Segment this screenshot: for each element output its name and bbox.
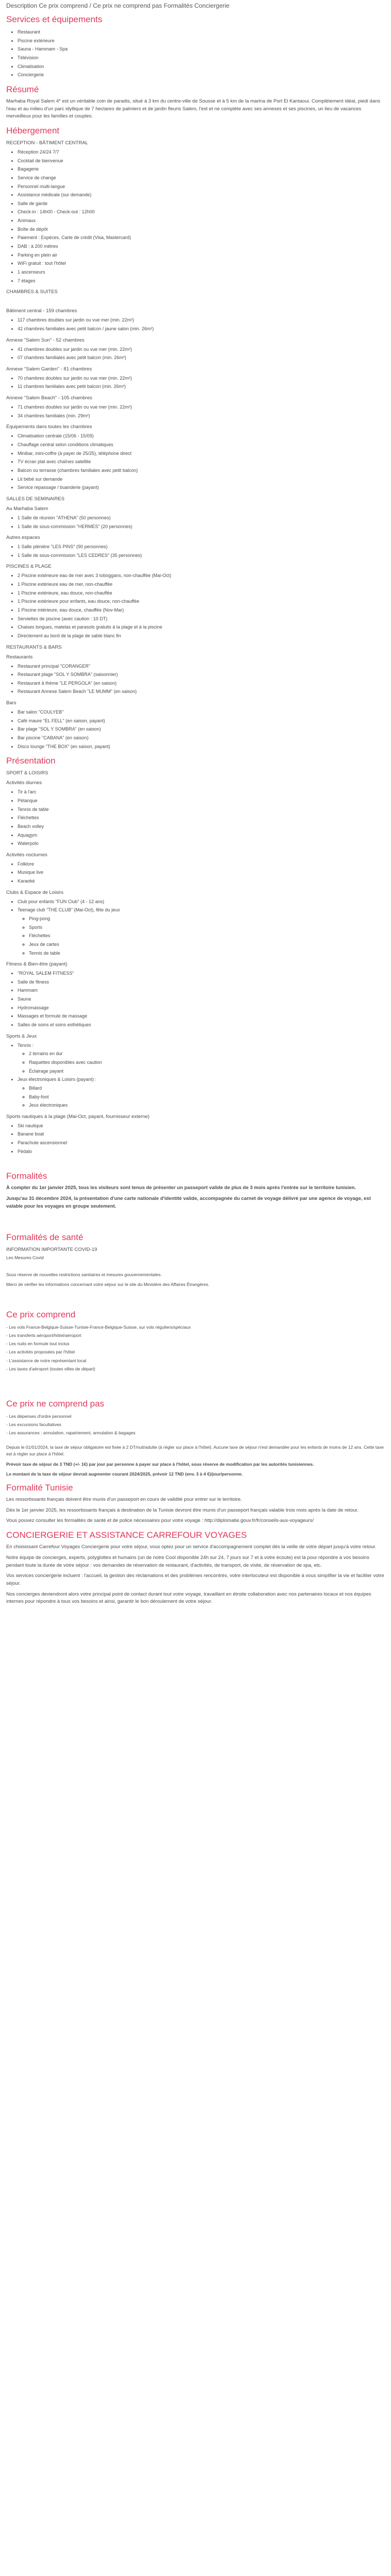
restos-title: RESTAURANTS & BARS [6,644,62,650]
reception-title: RECEPTION - BÂTIMENT CENTRAL [6,140,88,146]
list-item: • Minibar, mini-coffre (à payer de 25/25), téléphone direct [18,449,385,458]
list-item: • Animaux [18,216,385,225]
formalites-p2: Jusqu'au 31 décembre 2024, la présentation d'une carte nationale d'identité valide, accompagnée du carnet de voyage délivré par une agence de voyage, est valable pour les voyages en groupe seulement. [6,1196,371,1209]
list-item: • Waterpolo [18,839,385,848]
list-item: ◦ Baby-foot [29,1093,385,1101]
ne-comprend-title: Ce prix ne comprend pas [6,1398,104,1409]
list-item: • DAB : à 200 mètres [18,242,385,251]
list-item: • 1 ascenseurs [18,268,385,277]
presentation-title: Présentation [6,756,56,766]
batiment-list [6,316,385,333]
list-item: • 1 Piscine extérieure pour enfants, eau douce, non-chauffée [18,597,385,606]
list-item: • Beach volley [18,822,385,831]
list-item: - Les vols France-Belgique-Suisse-Tunisie-France-Belgique-Suisse, sur vols réguliers/spéciaux [6,1325,191,1330]
reception-list [6,148,385,285]
list-item: • 1 Salle plénière "LES PINS" (90 personnes) [18,543,385,551]
list-item: • 117 chambres doubles sur jardin ou vue mer (min. 22m²) [18,316,385,325]
list-item: • WiFi gratuit : tout l'hôtel [18,259,385,268]
list-item: • Karaoké [18,877,385,886]
clubs-list [6,897,385,957]
list-item: • Disco lounge "THE BOX" (en saison, payant) [18,742,385,751]
list-item: - Les taxes d'aéroport (toutes villes de départ) [6,1366,95,1371]
list-item: - Les transferts aéroport/hôtel/aéroport [6,1333,82,1338]
piscines-title: PISCINES & PLAGE [6,564,52,570]
fitness-list [6,969,385,1029]
list-item: • Pétanque [18,796,385,805]
jeux-list [18,1084,385,1110]
list-item: • Café maure "EL FELL" (en saison, payant) [18,717,385,725]
tunisie-p1: Les ressortissants français doivent être munis d'un passeport en cours de validité pour entrer sur le territoire. [6,1497,242,1502]
list-item: ◦ Jeux de cartes [29,940,385,949]
list-item: • Boîte de dépôt [18,225,385,234]
list-item: • Restaurant [18,28,385,37]
list-item: ◦ Éclairage payant [29,1067,385,1076]
sante-p1: Sous réserve de nouvelles restrictions sanitaires et mesures gouvernementales. [6,1272,162,1277]
nautiques-title: Sports nautiques à la plage (Mai-Oct, payant, fournisseur externe) [6,1113,150,1120]
seminaires-title: SALLES DE SEMINAIRES [6,496,64,502]
list-item: • Bar salon "COULYEB" [18,708,385,717]
list-item: • 34 chambres familiales (min. 29m²) [18,412,385,420]
autres-list [6,543,385,560]
list-item: • Salle de fitness [18,978,385,987]
sante-updated: Les Mesures Covid [6,1255,44,1260]
list-item: ◦ Sports [29,923,385,932]
list-item: • Climatisation [18,62,385,71]
sante-p2: Merci de vérifier les informations concernant votre séjour sur le site du Ministère des Affaires Étrangères. [6,1281,209,1287]
formalites-p1: À compter du 1er janvier 2025, tous les visiteurs sont tenus de présenter un passeport valide de plus de 3 mois après l'entrée sur le territoire tunisien. [6,1185,356,1191]
list-item: • Folklore [18,860,385,869]
activites-diurnes-list [6,788,385,848]
salem-beach-list [6,403,385,420]
list-item: • Salle de garde [18,199,385,208]
list-item: • 42 chambres familiales avec petit balcon / jaune salon (min. 26m²) [18,325,385,333]
list-item: • Restaurant principal "CORANGER" [18,662,385,671]
list-item: ◦ Jeux électroniques [29,1101,385,1110]
equipements-list [6,432,385,492]
services-title: Services et équipements [6,14,103,24]
clubs-sub-list [18,914,385,957]
list-item: • Restaurant plage "SOL Y SOMBRA" (saisonnier) [18,670,385,679]
activites-nocturnes-list [6,860,385,886]
ne-comprend-list [6,1412,385,1437]
list-item: • 1 Salle de réunion "ATHENA" (50 personnes) [18,514,385,522]
list-item: • Jeux électroniques & Loisirs (payant) : ◦ Billard ◦ Baby-foot ◦ Jeux électroniques [18,1075,385,1110]
salem-sub-list [6,514,385,531]
list-item: • Chauffage central selon conditions climatiques [18,440,385,449]
activites-diurnes-title: Activités diurnes [6,780,42,786]
list-item: • 71 chambres doubles sur jardin ou vue mer (min. 22m²) [18,403,385,412]
list-item: • Balcon ou terrasse (chambres familiales avec petit balcon) [18,466,385,475]
chambres-title: CHAMBRES & SUITES [6,289,58,295]
list-item: • Restaurant Annexe Salem Beach "LE MUMM" (en saison) [18,687,385,696]
salem-sub-title: Au Marhaba Salem [6,505,48,512]
list-item: • Hammam [18,986,385,995]
list-item: • 11 chambres familiales avec petit balcon (min. 26m²) [18,382,385,391]
tunisie-p3: Vous pouvez consulter les formalités de santé et de police nécessaires pour votre voyage : http://diplomatie.gouv.fr/fr/conseils-aux-voyageurs/ [6,1518,314,1524]
services-list [6,28,385,79]
bars-title: Bars [6,700,17,706]
restaurants-title: Restaurants [6,654,33,660]
tennis-list [18,1049,385,1075]
sports-title: Sports & Jeux [6,1033,37,1039]
conciergerie-p1: En choisissant Carrefour Voyages Conciergerie pour votre séjour, vous optez pour un service d'accompagnement complet dès la veille de votre départ jusqu'à votre retour. [6,1544,377,1550]
ne-comprend-p1: Depuis le 01/01/2024, la taxe de séjour obligatoire est fixée à 2 DT/nuit/adulte (à régler sur place à l'hôtel). Aucune taxe de séjour n'est demandée pour les enfants de moins de 12 ans. Cette taxe est à régler sur place à l'hôtel. [6,1445,384,1457]
piscines-list [6,571,385,640]
list-item: • 1 Salle de sous-commission "HERMES" (20 personnes) [18,522,385,531]
list-item: • Piscine extérieure [18,37,385,45]
list-item: • Cocktail de bienvenue [18,157,385,165]
batiment-title: Bâtiment central - 159 chambres [6,308,77,314]
list-item: • Bagagerie [18,165,385,174]
sport-title: SPORT & LOISIRS [6,770,48,776]
list-item: • Massages et formule de massage [18,1012,385,1021]
resume-title: Résumé [6,84,39,94]
list-item: ◦ Ping-pong [29,914,385,923]
tunisie-title: Formalité Tunisie [6,1483,73,1493]
formalites-title: Formalités [6,1171,47,1181]
list-item: • 1 Piscine extérieure eau de mer, non-chauffée [18,580,385,589]
restaurants-list [6,662,385,697]
list-item: - Les nuits en formule tout inclus [6,1341,70,1347]
list-item: ◦ 2 terrains en dur [29,1049,385,1058]
breadcrumb[interactable]: Description Ce prix comprend / Ce prix ne comprend pas Formalités Conciergerie [6,2,230,9]
list-item: • TV écran plat avec chaînes satellite [18,457,385,466]
list-item: • Check-in : 14h00 - Check-out : 12h00 [18,208,385,216]
list-item: • 1 Piscine intérieure, eau douce, chauffée (Nov-Mar) [18,606,385,615]
ne-comprend-p3: Le montant de la taxe de séjour devrait augmenter courant 2024/2025, prévoir 12 TND (env. 3 à 4 €)/jour/personne. [6,1471,243,1477]
bars-list [6,708,385,751]
list-item: • Banane boat [18,1130,385,1139]
list-item: - Les dépenses d'ordre personnel [6,1413,72,1419]
resume-text: Marhaba Royal Salem 4* est un véritable coin de paradis, situé à 3 km du centre-ville de Sousse et à 5 km de la marina de Port El Kantaoui. Complètement idéal, piedi dans l'eau et au milieu d'un parc idyllique de 7 hectares de palmiers et de jardin fleuris Salem, l'est et ne complète avec ses annexes et ses piscines, un lieu de vacances merveilleux pour les familles et couples. [6,98,381,120]
list-item: • Personnel multi-langue [18,182,385,191]
autres-title: Autres espaces [6,535,40,541]
list-item: • Ski nautique [18,1122,385,1130]
list-item: • Tir à l'arc [18,788,385,796]
list-item: • Parking en plein air [18,251,385,260]
list-item: • Pédalo [18,1147,385,1156]
list-item: - Les activités proposées par l'hôtel [6,1349,75,1355]
list-item: • Conciergerie [18,71,385,79]
conciergerie-p3: Vos services conciergerie incluent : l'accueil, la gestion des réclamations et des problèmes rencontrés, votre interlocuteur est disponible à vous simplifier la vie et faciliter votre séjour. [6,1573,384,1587]
list-item: • Lit bébé sur demande [18,475,385,484]
conciergerie-p2: Notre équipe de concierges, experts, polyglottes et humains (un de notre Cool disponible 24h sur 24, 7 jours sur 7 et à votre écoute) est là pour répondre à vos besoins pendant toute la durée de votre séjour : vos demandes de réservation de restaurant, d'activités, de transport, de visite, de réservation de spa, etc. [6,1554,369,1568]
list-item: • 07 chambres familiales avec petit balcon (min. 26m²) [18,353,385,362]
list-item: • Parachute ascensionnel [18,1139,385,1147]
salem-garden-title: Annexe "Salem Garden" - 81 chambres [6,366,92,372]
ne-comprend-p2: Prévoir taxe de séjour de 3 TND (+/- 1€) par jour par personne à payer sur place à l'hôtel, sous réserve de modification par les autorités tunisiennes. [6,1461,314,1467]
list-item: ◦ Fléchettes [29,931,385,940]
comprend-list [6,1323,385,1373]
list-item: • "ROYAL SALEM FITNESS" [18,969,385,978]
list-item: • Hydromassage [18,1004,385,1012]
clubs-title: Clubs & Espace de Loisirs [6,889,63,895]
list-item: • Tennis : ◦ 2 terrains en dur ◦ Raquettes disponibles avec caution ◦ Éclairage payant [18,1041,385,1076]
list-item: • Service repassage / buanderie (payant) [18,483,385,492]
tunisie-p2: Dès le 1er janvier 2025, les ressortissants français à destination de la Tunisie devront être munis d'un passeport français valable trois mois après la date de retour. [6,1507,359,1513]
list-item: • Sauna - Hammam - Spa [18,45,385,54]
comprend-title: Ce prix comprend [6,1310,76,1320]
list-item: - Les excursions facultatives [6,1422,61,1428]
list-item: • Directement au bord de la plage de sable blanc fin [18,632,385,640]
list-item: • Tennis de table [18,805,385,814]
list-item: • Assistance médicale (sur demande) [18,191,385,199]
list-item: • Réception 24/24 7/7 [18,148,385,157]
salem-sun-title: Annexe "Salem Sun" - 52 chambres [6,337,85,343]
list-item: • Club pour enfants "FUN Club" (4 - 12 ans) [18,897,385,906]
nautiques-list [6,1122,385,1156]
list-item: ◦ Billard [29,1084,385,1093]
list-item: - Les assurances : annulation, rapatriement, annulation & bagages [6,1430,136,1436]
list-item: • Climatisation centrale (15/06 - 15/09) [18,432,385,440]
list-item: • Télévision [18,54,385,62]
list-item: • Fléchettes [18,814,385,822]
list-item: • Paiement : Espèces, Carte de crédit (Visa, Mastercard) [18,233,385,242]
list-item: • Serviettes de piscine (avec caution : 10 DT) [18,615,385,623]
salem-beach-title: Annexe "Salem Beach" - 105 chambres [6,395,92,401]
list-item: • Restaurant à thème "LE PERGOLA" (en saison) [18,679,385,688]
sports-list [6,1041,385,1110]
list-item: ◦ Raquettes disponibles avec caution [29,1058,385,1067]
equipements-title: Équipements dans toutes les chambres [6,424,92,430]
list-item: • 2 Piscine extérieure eau de mer avec 3 toboggans, non-chauffée (Mai-Oct) [18,571,385,580]
list-item: • Musique live [18,868,385,877]
list-item: • Sauna [18,995,385,1004]
list-item: • Salles de soins et soins esthétiques [18,1021,385,1029]
list-item: ◦ Tennis de table [29,949,385,958]
list-item: • 1 Piscine extérieure, eau douce, non-chauffée [18,589,385,598]
sante-sub: INFORMATION IMPORTANTE COVID-19 [6,1246,97,1252]
list-item: • 7 étages [18,277,385,285]
list-item: • Service de change [18,174,385,182]
salem-sun-list [6,345,385,362]
list-item: • Bar plage "SOL Y SOMBRA" (en saison) [18,725,385,734]
salem-garden-list [6,374,385,391]
fitness-title: Fitness & Bien-être (payant) [6,961,68,968]
activites-nocturnes-title: Activités nocturnes [6,852,47,858]
conciergerie-title: CONCIERGERIE ET ASSISTANCE CARREFOUR VOYAGES [6,1530,247,1540]
list-item: • Chaises longues, matelas et parasols gratuits à la plage et à la piscine [18,623,385,632]
list-item: - L'assistance de notre représentant local [6,1358,87,1363]
hebergement-title: Hébergement [6,126,60,135]
conciergerie-p4: Nos concierges deviendront alors votre principal point de contact durant tout votre voyage, travaillant en étroite collaboration avec nos partenaires locaux et nos équipes internes pour répondre à tous vos besoins et ainsi, garantir le bon déroulement de votre séjour. [6,1591,371,1605]
list-item: • 1 Salle de sous-commission "LES CEDRES" (35 personnes) [18,551,385,560]
sante-title: Formalités de santé [6,1232,84,1242]
list-item: • 70 chambres doubles sur jardin ou vue mer (min. 22m²) [18,374,385,383]
list-item: • Bar piscine "CABANA" (en saison) [18,734,385,742]
list-item: • Teenage club "THE CLUB" (Mai-Oct), fête du jeux ◦ Ping-pong ◦ Sports ◦ Fléchettes ◦ Jeux de cartes ◦ Tennis de table [18,906,385,957]
list-item: • 41 chambres doubles sur jardin ou vue mer (min. 22m²) [18,345,385,354]
list-item: • Aquagym [18,831,385,840]
